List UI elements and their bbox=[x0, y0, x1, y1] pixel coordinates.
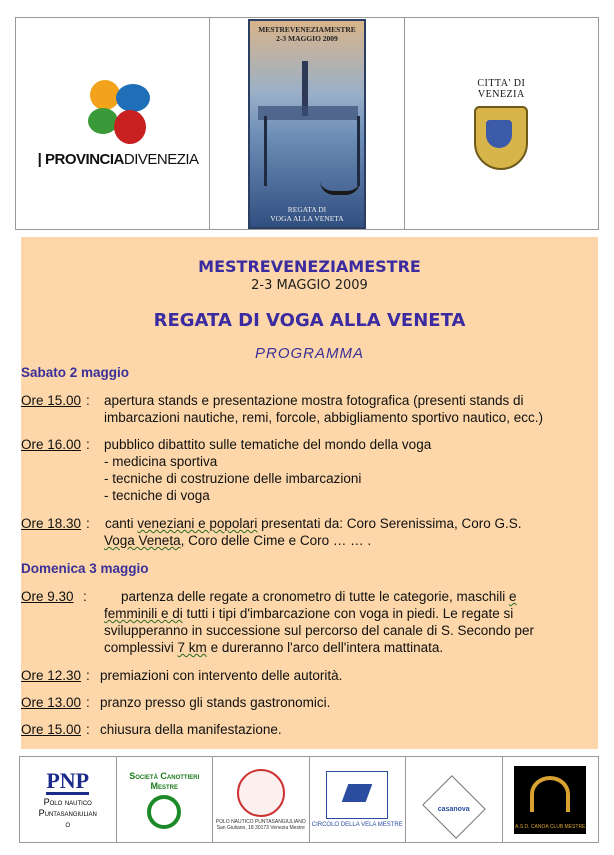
event2-line3: - tecniche di costruzione delle imbarcazioni bbox=[104, 471, 362, 486]
ccm-caption: A.S.D. CANOA CLUB MESTRE bbox=[515, 823, 586, 830]
comune-line1: CITTA' DI bbox=[477, 77, 526, 89]
logo-blue-shape bbox=[116, 84, 150, 112]
poster-cell bbox=[210, 18, 404, 229]
event4-line3: svilupperanno in successione sul percorso del canale di S. Secondo per bbox=[104, 623, 535, 638]
comune-logo-cell bbox=[405, 18, 598, 229]
provincia-logo-text: | PROVINCIADIVENEZIA bbox=[37, 150, 199, 168]
logo-green-shape bbox=[88, 108, 118, 134]
event-subtitle: REGATA DI VOGA ALLA VENETA bbox=[153, 310, 466, 331]
day2-heading: Domenica 3 maggio bbox=[21, 561, 149, 576]
event1-line2: imbarcazioni nautiche, remi, forcole, abbigliamento sportivo nautico, ecc.) bbox=[104, 410, 543, 425]
pnp-logo bbox=[20, 757, 117, 842]
comune-line2: VENEZIA bbox=[477, 88, 525, 100]
event4-line1: partenza delle regate a cronometro di tutte le categorie, maschili e bbox=[121, 589, 517, 604]
sponsor-logos bbox=[19, 756, 599, 843]
casanova-caption: casanova bbox=[437, 806, 470, 813]
voga-veneta-logo bbox=[213, 757, 310, 842]
pnp-mark: PNP bbox=[46, 767, 90, 793]
canoa-club-logo bbox=[503, 757, 599, 842]
event3-time: Ore 18.30 bbox=[21, 516, 82, 531]
program-heading: PROGRAMMA bbox=[254, 345, 364, 362]
event2-line2: - medicina sportiva bbox=[104, 454, 218, 469]
day1-heading: Sabato 2 maggio bbox=[21, 365, 130, 380]
societa-canottieri-logo bbox=[117, 757, 214, 842]
event5-text: premiazioni con intervento delle autorità. bbox=[100, 668, 343, 683]
event-poster-image bbox=[248, 19, 366, 229]
sc-title: Società Canottieri Mestre bbox=[129, 770, 200, 791]
event1-time: Ore 15.00 bbox=[21, 393, 82, 408]
event7-time: Ore 15.00 bbox=[21, 722, 82, 737]
event4-line2: femminili e di tutti i tipi d'imbarcazione con voga in piedi. Le regate si bbox=[104, 606, 514, 621]
logo-orange-shape bbox=[90, 80, 120, 110]
gs-caption: POLO NAUTICO PUNTASANGIULIANO San Giuliano, 18 30173 Venezia Mestre bbox=[215, 818, 306, 831]
gondola-silhouette bbox=[320, 181, 360, 195]
cvm-caption: CIRCOLO DELLA VELA MESTRE bbox=[311, 822, 403, 828]
event4-line4: complessivi 7 km e dureranno l'arco dell'intera mattinata. bbox=[104, 640, 444, 655]
canoa-club-badge bbox=[514, 766, 586, 834]
event2-line4: - tecniche di voga bbox=[104, 488, 210, 503]
header-logos bbox=[15, 17, 599, 230]
arc-icon bbox=[530, 776, 570, 812]
coat-of-arms-icon bbox=[474, 106, 528, 170]
event4-time: Ore 9.30 bbox=[21, 589, 74, 604]
event6-time: Ore 13.00 bbox=[21, 695, 82, 710]
event5-time: Ore 12.30 bbox=[21, 668, 82, 683]
casanova-logo bbox=[406, 757, 503, 842]
event3-line1: canti veneziani e popolari presentati da: Coro Serenissima, Coro G.S. bbox=[105, 516, 522, 531]
event-date: 2-3 MAGGIO 2009 bbox=[251, 278, 368, 293]
event2-line1: pubblico dibattito sulle tematiche del mondo della voga bbox=[104, 437, 432, 452]
event1-line1: apertura stands e presentazione mostra fotografica (presenti stands di bbox=[104, 393, 524, 408]
clover-ring-icon bbox=[147, 795, 181, 829]
comune-venezia-logo bbox=[474, 78, 528, 170]
event6-text: pranzo presso gli stands gastronomici. bbox=[100, 695, 331, 710]
pnp-caption: Polo nautico Puntasangiulian o bbox=[38, 796, 97, 829]
sail-flag-icon bbox=[326, 771, 388, 819]
circolo-vela-logo bbox=[310, 757, 407, 842]
event3-line2: Voga Veneta, Coro delle Cime e Coro … … . bbox=[104, 533, 372, 548]
provincia-logo-cell bbox=[16, 18, 210, 229]
event-title: MESTREVENEZIAMESTRE bbox=[198, 257, 421, 276]
program-box: MESTREVENEZIAMESTRE 2-3 MAGGIO 2009 REGATA DI VOGA ALLA VENETA PROGRAMMA Sabato 2 maggio Ore 15.00 : apertura stands e presentazione mostra fotografica (presenti stands di imbarcazioni nautiche, remi, forcole, abbigliamento sportivo nautico, ecc.) Ore 16.00 : pubblico dibattito sulle tematiche del mondo della voga - medicina sportiva - tecniche di costruzione delle imbarcazioni - tecniche di voga Ore 18.30 : canti veneziani e popolari presentati da: Coro Serenissima, Coro G.S. Voga Veneta, Coro delle Cime e Coro … … . Domenica 3 maggio Ore 9.30 : partenza delle regate a cronometro di tutte le categorie, maschili e femminili e di tutti i tipi d'imbarcazione con voga in piedi. Le regate si svilupperanno in successione sul percorso del canale di S. Secondo per complessivi 7 km e dureranno l'arco dell'intera mattinata. Ore 12.30 : premiazioni con intervento delle autorità. Ore 13.00 : pranzo presso gli stands gastronomici. Ore 15.00 : chiusura della manifestazione. bbox=[21, 237, 598, 749]
rower-badge-icon bbox=[237, 769, 285, 817]
poster-footer: REGATA DI VOGA ALLA VENETA bbox=[270, 204, 344, 223]
logo-red-shape bbox=[114, 110, 146, 144]
poster-header: MESTREVENEZIAMESTRE 2-3 MAGGIO 2009 bbox=[258, 24, 356, 43]
mooring-poles bbox=[264, 116, 360, 186]
event7-text: chiusura della manifestazione. bbox=[100, 722, 282, 737]
provincia-venezia-logo bbox=[37, 74, 199, 174]
event2-time: Ore 16.00 bbox=[21, 437, 82, 452]
